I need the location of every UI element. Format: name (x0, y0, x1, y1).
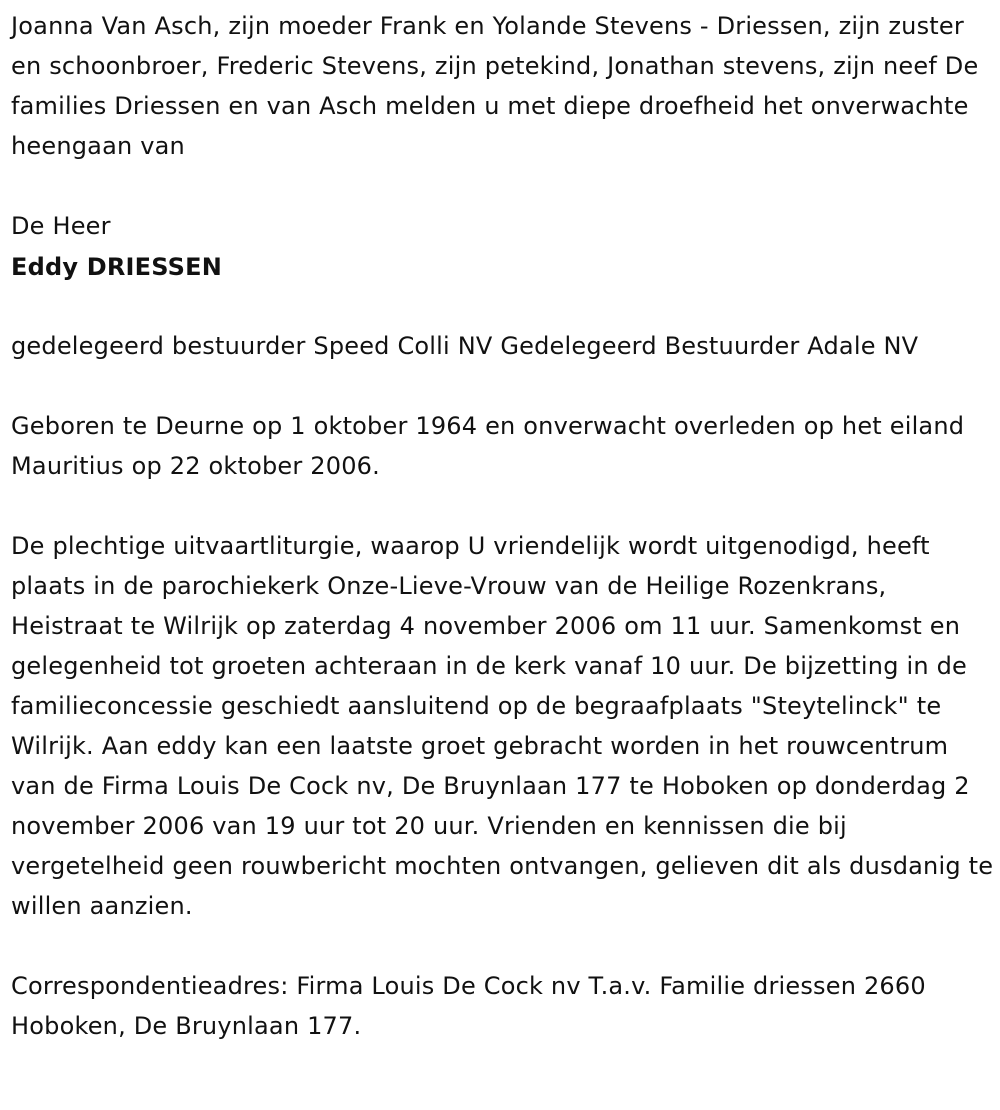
deceased-name: Eddy DRIESSEN (11, 253, 223, 281)
spacer (11, 366, 996, 406)
correspondence-paragraph: Correspondentieadres: Firma Louis De Cock nv T.a.v. Familie driessen 2660 Hoboken, De Bruynlaan 177. (11, 972, 926, 1040)
obituary-document (11, 6, 996, 1046)
spacer (11, 486, 996, 526)
spacer (11, 166, 996, 206)
roles-paragraph: gedelegeerd bestuurder Speed Colli NV Gedelegeerd Bestuurder Adale NV (11, 332, 919, 360)
spacer (11, 926, 996, 966)
birth-death-paragraph: Geboren te Deurne op 1 oktober 1964 en onverwacht overleden op het eiland Mauritius op 22 oktober 2006. (11, 412, 965, 480)
ceremony-paragraph: De plechtige uitvaartliturgie, waarop U vriendelijk wordt uitgenodigd, heeft plaats in de parochiekerk Onze-Lieve-Vrouw van de Heilige Rozenkrans, Heistraat te Wilrijk op zaterdag 4 november 2006 om 11 uur. Samenkomst en gelegenheid tot groeten achteraan in de kerk vanaf 10 uur. De bijzetting in de familieconcessie geschiedt aansluitend op de begraafplaats "Steytelinck" te Wilrijk. Aan eddy kan een laatste groet gebracht worden in het rouwcentrum van de Firma Louis De Cock nv, De Bruynlaan 177 te Hoboken op donderdag 2 november 2006 van 19 uur tot 20 uur. Vrienden en kennissen die bij vergetelheid geen rouwbericht mochten ontvangen, gelieven dit als dusdanig te willen aanzien. (11, 532, 994, 920)
intro-paragraph: Joanna Van Asch, zijn moeder Frank en Yolande Stevens - Driessen, zijn zuster en schoonbroer, Frederic Stevens, zijn petekind, Jonathan stevens, zijn neef De families Driessen en van Asch melden u met diepe droefheid het onverwachte heengaan van (11, 12, 979, 160)
salutation: De Heer (11, 212, 111, 240)
